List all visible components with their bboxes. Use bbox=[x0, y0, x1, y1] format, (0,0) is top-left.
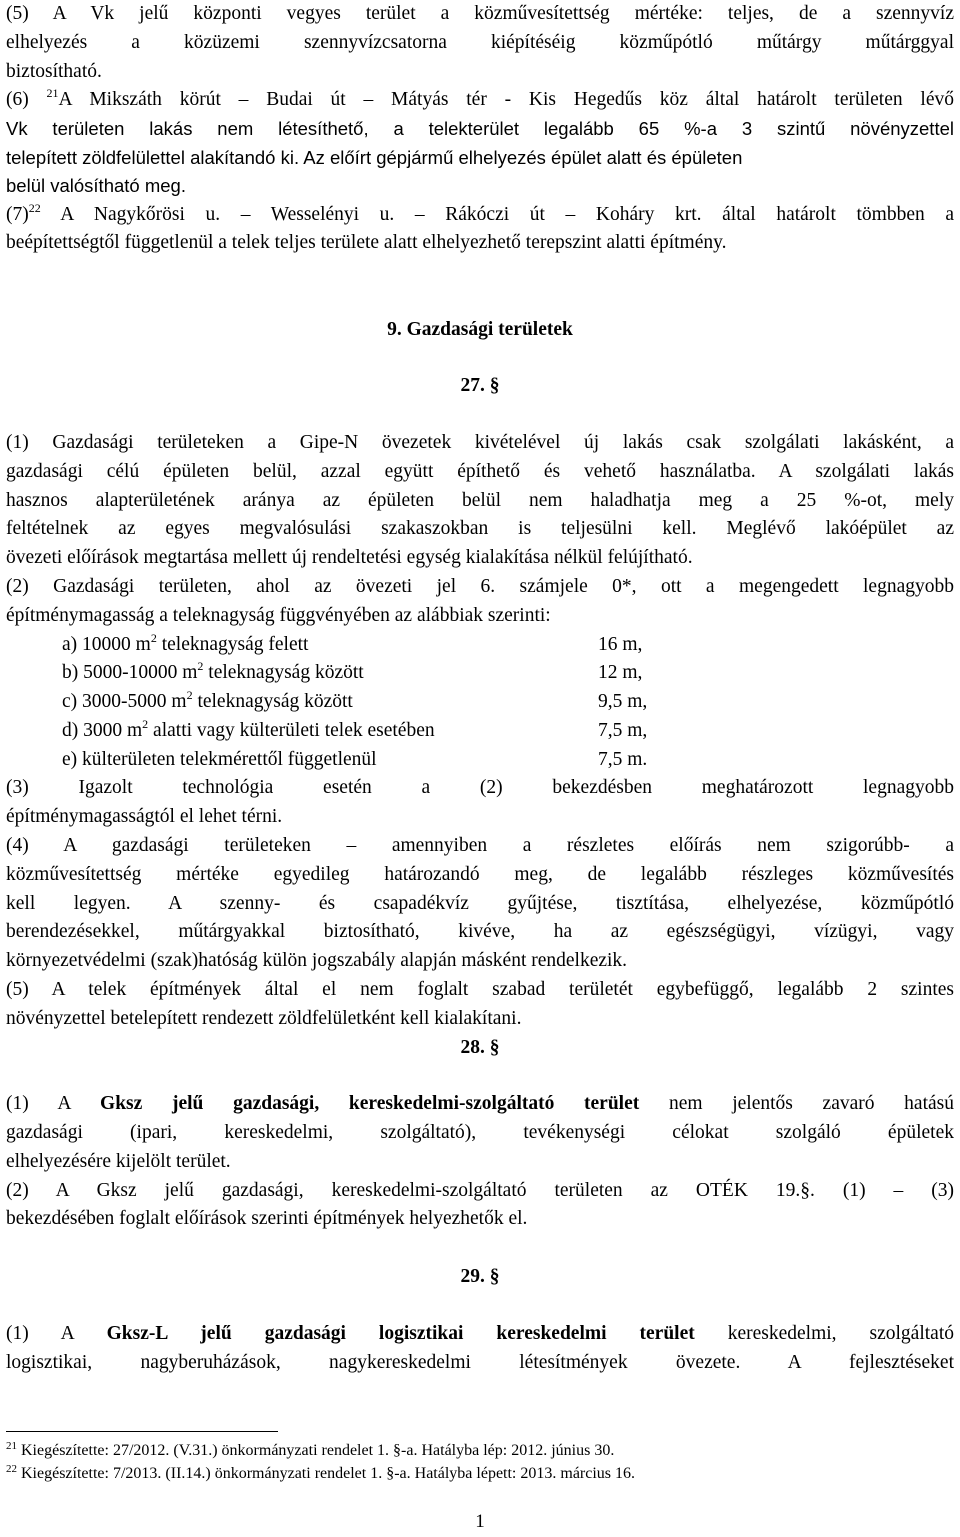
list-text: teleknagyság között bbox=[192, 691, 353, 712]
paragraph-6-line bbox=[6, 88, 954, 112]
text-line: beépítettségtől függetlenül a telek teljes területe alatt elhelyezhető terepszint alatti építmény. bbox=[6, 232, 727, 253]
text-line: (4) A gazdasági területeken – amennyiben a részletes előírás nem szigorúbb- a bbox=[6, 835, 954, 856]
text-line: építménymagasság a teleknagyság függvényében az alábbiak szerinti: bbox=[6, 605, 551, 626]
text-line: (5) A telek építmények által el nem foglalt szabad területét egybefüggő, legalább 2 szintes bbox=[6, 979, 954, 1000]
list-text: teleknagyság felett bbox=[156, 634, 309, 655]
list-text: c) 3000-5000 m bbox=[62, 691, 187, 712]
footnote-text: Kiegészítette: 27/2012. (V.31.) önkormányzati rendelet 1. §-a. Hatályba lép: 2012. június 30. bbox=[17, 1442, 615, 1459]
text-line: övezeti előírások megtartása mellett új rendeltetési egység kialakítása nélkül felújítható. bbox=[6, 547, 693, 568]
text-line: közművesítettség mértéke egyedileg határozandó meg, de legalább részleges közművesítés bbox=[6, 864, 954, 885]
text-line: környezetvédelmi (szak)hatóság külön jogszabály alapján másként rendelkezik. bbox=[6, 950, 628, 971]
list-item bbox=[62, 633, 308, 657]
footnote bbox=[6, 1441, 614, 1461]
text-line: Vk területen lakás nem létesíthető, a telekterület legalább 65 %-a 3 szintű növényzettel bbox=[6, 118, 954, 139]
text-line: elhelyezésére kijelölt terület. bbox=[6, 1151, 231, 1172]
text-line: bekezdésében foglalt előírások szerinti építmények helyezhetők el. bbox=[6, 1208, 528, 1229]
text-line: belül valósítható meg. bbox=[6, 175, 186, 196]
footnote-ref[interactable]: 22 bbox=[28, 201, 41, 215]
text-line bbox=[6, 1322, 954, 1346]
page-number: 1 bbox=[475, 1511, 485, 1532]
list-value: 7,5 m, bbox=[598, 720, 648, 741]
list-text: e) külterületen telekmérettől függetlenül bbox=[62, 749, 377, 770]
list-value: 16 m, bbox=[598, 634, 643, 655]
text-line: (2) A Gksz jelű gazdasági, kereskedelmi-szolgáltató területen az OTÉK 19.§. (1) – (3) bbox=[6, 1180, 954, 1201]
text-line: elhelyezés a közüzemi szennyvízcsatorna kiépítéséig közműpótló műtárgy műtárggyal bbox=[6, 32, 954, 53]
paragraph-7-line bbox=[6, 203, 954, 227]
bold-term: Gksz jelű gazdasági, kereskedelmi-szolgáltató terület bbox=[100, 1093, 640, 1114]
text-line: berendezésekkel, műtárgyakkal biztosítható, kivéve, ha az egészségügyi, vízügyi, vagy bbox=[6, 921, 954, 942]
list-text: d) 3000 m bbox=[62, 720, 143, 741]
text-line: (2) Gazdasági területen, ahol az övezeti jel 6. számjele 0*, ott a megengedett legnagyobb bbox=[6, 576, 954, 597]
text-line: gazdasági (ipari, kereskedelmi, szolgáltató), tevékenységi célokat szolgáló épületek bbox=[6, 1122, 954, 1143]
list-text: b) 5000-10000 m bbox=[62, 662, 198, 683]
text-line: hasznos alapterületének aránya az épületen belül nem haladhatja meg a 25 %-ot, mely bbox=[6, 490, 954, 511]
text-line: növényzettel betelepített rendezett zöldfelületként kell kialakítani. bbox=[6, 1008, 522, 1029]
text-line bbox=[6, 1092, 954, 1116]
list-value: 7,5 m. bbox=[598, 749, 648, 770]
text-span: kereskedelmi, szolgáltató bbox=[694, 1323, 954, 1344]
superscript: 2 bbox=[186, 688, 193, 702]
text-line: építménymagasságtól el lehet térni. bbox=[6, 806, 283, 827]
list-item bbox=[62, 719, 435, 743]
list-text: a) 10000 m bbox=[62, 634, 151, 655]
list-item bbox=[62, 690, 353, 714]
paragraph-number: (6) bbox=[6, 89, 29, 110]
text-span: (1) A bbox=[6, 1093, 101, 1114]
text-line: gazdasági célú épületen belül, azzal együtt építhető és vehető használatba. A szolgálati lakás bbox=[6, 461, 954, 482]
section-title: 9. Gazdasági területek bbox=[387, 319, 573, 340]
text-span: A Nagykőrösi u. – Wesselényi u. – Rákóczi út – Koháry krt. által határolt tömbben a bbox=[60, 204, 954, 225]
text-span: (1) A bbox=[6, 1323, 107, 1344]
text-line: feltételnek az egyes megvalósulási szakaszokban is teljesülni kell. Meglévő lakóépület az bbox=[6, 518, 954, 539]
list-value: 9,5 m, bbox=[598, 691, 648, 712]
list-item bbox=[62, 661, 364, 685]
list-text: teleknagyság között bbox=[203, 662, 364, 683]
text-line: (5) A Vk jelű központi vegyes terület a közművesítettség mértéke: teljes, de a szennyvíz bbox=[6, 3, 954, 24]
text-line bbox=[6, 146, 954, 170]
text-line: kell legyen. A szenny- és csapadékvíz gyűjtése, tisztítása, elhelyezése, közműpótló bbox=[6, 893, 954, 914]
text-line: logisztikai, nagyberuházások, nagykereskedelmi létesítmények övezete. A fejlesztéseket bbox=[6, 1352, 954, 1373]
footnote-separator bbox=[6, 1431, 278, 1432]
text-span: Az előírt gépjármű elhelyezés épület alatt és épületen bbox=[299, 147, 743, 168]
paragraph-number: (7) bbox=[6, 204, 29, 225]
paragraph-heading: 29. § bbox=[460, 1266, 500, 1287]
text-line: (1) Gazdasági területeken a Gipe-N övezetek kivételével új lakás csak szolgálati lakásként, a bbox=[6, 432, 954, 453]
text-span: telepített zöldfelülettel alakítandó ki. bbox=[6, 147, 300, 168]
footnote-number: 22 bbox=[6, 1463, 17, 1475]
list-item bbox=[62, 748, 377, 772]
superscript: 2 bbox=[150, 631, 157, 645]
superscript: 2 bbox=[142, 717, 149, 731]
footnote-number: 21 bbox=[6, 1440, 17, 1452]
list-value: 12 m, bbox=[598, 662, 643, 683]
bold-term: Gksz-L jelű gazdasági logisztikai kereskedelmi terület bbox=[106, 1323, 695, 1344]
footnote-text: Kiegészítette: 7/2013. (II.14.) önkormányzati rendelet 1. §-a. Hatályba lépett: 2013. március 16. bbox=[17, 1465, 636, 1482]
paragraph-heading: 28. § bbox=[460, 1037, 500, 1058]
list-text: alatti vagy külterületi telek esetében bbox=[148, 720, 435, 741]
superscript: 2 bbox=[197, 659, 204, 673]
text-span: nem jelentős zavaró hatású bbox=[639, 1093, 954, 1114]
text-line: (3) Igazolt technológia esetén a (2) bekezdésben meghatározott legnagyobb bbox=[6, 777, 954, 798]
paragraph-heading: 27. § bbox=[460, 375, 500, 396]
footnote bbox=[6, 1464, 635, 1484]
text-line: biztosítható. bbox=[6, 61, 102, 82]
text-span: A Mikszáth körút – Budai út – Mátyás tér - Kis Hegedűs köz által határolt területen lévő bbox=[58, 89, 954, 110]
footnote-ref[interactable]: 21 bbox=[46, 86, 59, 100]
